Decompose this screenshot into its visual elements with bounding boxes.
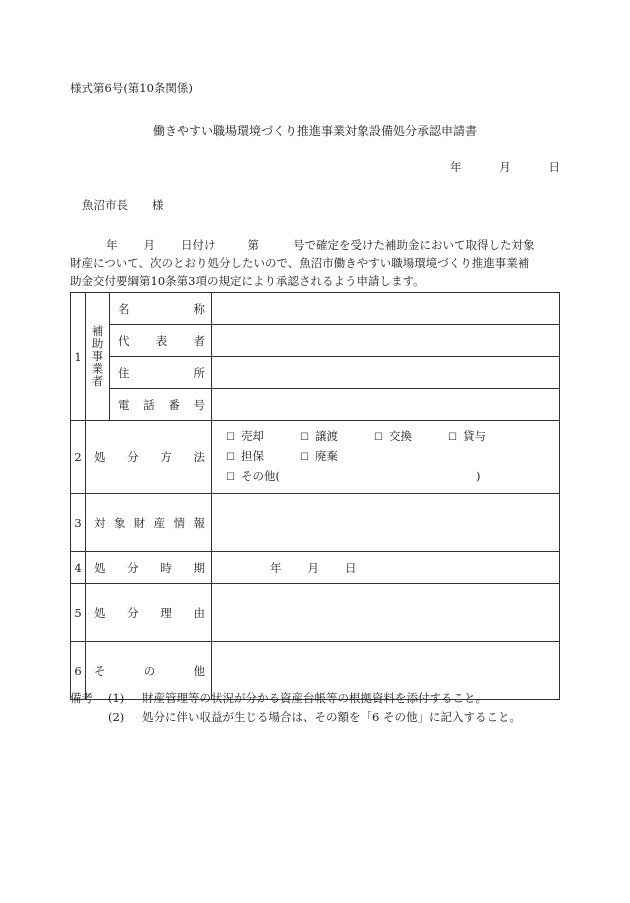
checkbox-icon: ☐ [226, 452, 235, 463]
statement-line1-rest: 号で確定を受けた補助金において取得した対象 [293, 238, 535, 252]
option-other[interactable]: ☐ その他( [226, 469, 280, 483]
option-exchange[interactable]: ☐ 交換 [374, 429, 412, 443]
other-detail-field[interactable] [280, 467, 476, 487]
row5-number: 5 [71, 584, 86, 642]
statement-date-suffix: 日付け [181, 238, 216, 252]
statement-month: 月 [143, 238, 155, 252]
label-asset-info: 対 象 財 産 情 報 [86, 494, 212, 552]
checkbox-icon: ☐ [226, 472, 235, 483]
option-collateral[interactable]: ☐ 担保 [226, 449, 264, 463]
statement-line3: 助金交付要綱第10条第3項の規定により承認されるよう申請します。 [70, 274, 425, 288]
application-date [450, 159, 560, 175]
row3-number: 3 [71, 494, 86, 552]
option-lease[interactable]: ☐ 貸与 [448, 429, 486, 443]
note-index: (2) [108, 710, 125, 724]
row1-number: 1 [71, 293, 86, 421]
note-index: (1) [108, 691, 125, 705]
label-disposal-reason: 処 分 理 由 [86, 584, 212, 642]
date-year: 年 [450, 160, 462, 174]
label-other: そ の 他 [86, 642, 212, 700]
option-transfer[interactable]: ☐ 譲渡 [300, 429, 338, 443]
notes [70, 689, 521, 727]
addressee-name: 魚沼市長 [82, 198, 128, 212]
date-day: 日 [548, 160, 560, 174]
label-address: 住 所 [110, 357, 212, 389]
address-field[interactable] [212, 357, 560, 389]
checkbox-icon: ☐ [374, 432, 383, 443]
checkbox-icon: ☐ [448, 432, 457, 443]
option-disposal[interactable]: ☐ 廃棄 [300, 449, 338, 463]
other-close-paren: ) [475, 469, 481, 483]
row4-number: 4 [71, 552, 86, 584]
statement-number-prefix: 第 [247, 238, 259, 252]
disposal-month: 月 [307, 560, 319, 575]
label-name: 名 称 [110, 293, 212, 325]
disposal-method-options [212, 421, 560, 494]
label-phone: 電 話 番 号 [110, 389, 212, 421]
disposal-date-field[interactable] [212, 552, 560, 584]
representative-field[interactable] [212, 325, 560, 357]
name-field[interactable] [212, 293, 560, 325]
row1-group-text: 補助事業者 [90, 325, 105, 388]
label-disposal-method: 処 分 方 法 [86, 421, 212, 494]
checkbox-icon: ☐ [226, 432, 235, 443]
page-title: 働きやすい職場環境づくり推進事業対象設備処分承認申請書 [152, 124, 477, 138]
application-form-table [70, 292, 560, 700]
statement-year: 年 [106, 238, 118, 252]
addressee-honorific: 様 [152, 198, 164, 212]
addressee [82, 197, 164, 213]
disposal-reason-field[interactable] [212, 584, 560, 642]
row1-group-label [86, 293, 110, 421]
disposal-day: 日 [345, 560, 357, 575]
form-number: 様式第6号(第10条関係) [70, 81, 193, 95]
statement-line2: 財産について、次のとおり処分したいので、魚沼市働きやすい職場環境づくり推進事業補 [70, 256, 530, 270]
row6-number: 6 [71, 642, 86, 700]
phone-field[interactable] [212, 389, 560, 421]
checkbox-icon: ☐ [300, 452, 309, 463]
date-month: 月 [499, 160, 511, 174]
row2-number: 2 [71, 421, 86, 494]
asset-info-field[interactable] [212, 494, 560, 552]
note-text: 財産管理等の状況が分かる資産台帳等の根拠資料を添付すること。 [142, 691, 487, 705]
checkbox-icon: ☐ [300, 432, 309, 443]
label-disposal-date: 処 分 時 期 [86, 552, 212, 584]
disposal-year: 年 [270, 560, 282, 575]
notes-label: 備考 [70, 691, 93, 705]
option-sale[interactable]: ☐ 売却 [226, 429, 264, 443]
application-statement [70, 236, 560, 290]
note-text: 処分に伴い収益が生じる場合は、その額を「6 その他」に記入すること。 [142, 710, 521, 724]
label-representative: 代 表 者 [110, 325, 212, 357]
